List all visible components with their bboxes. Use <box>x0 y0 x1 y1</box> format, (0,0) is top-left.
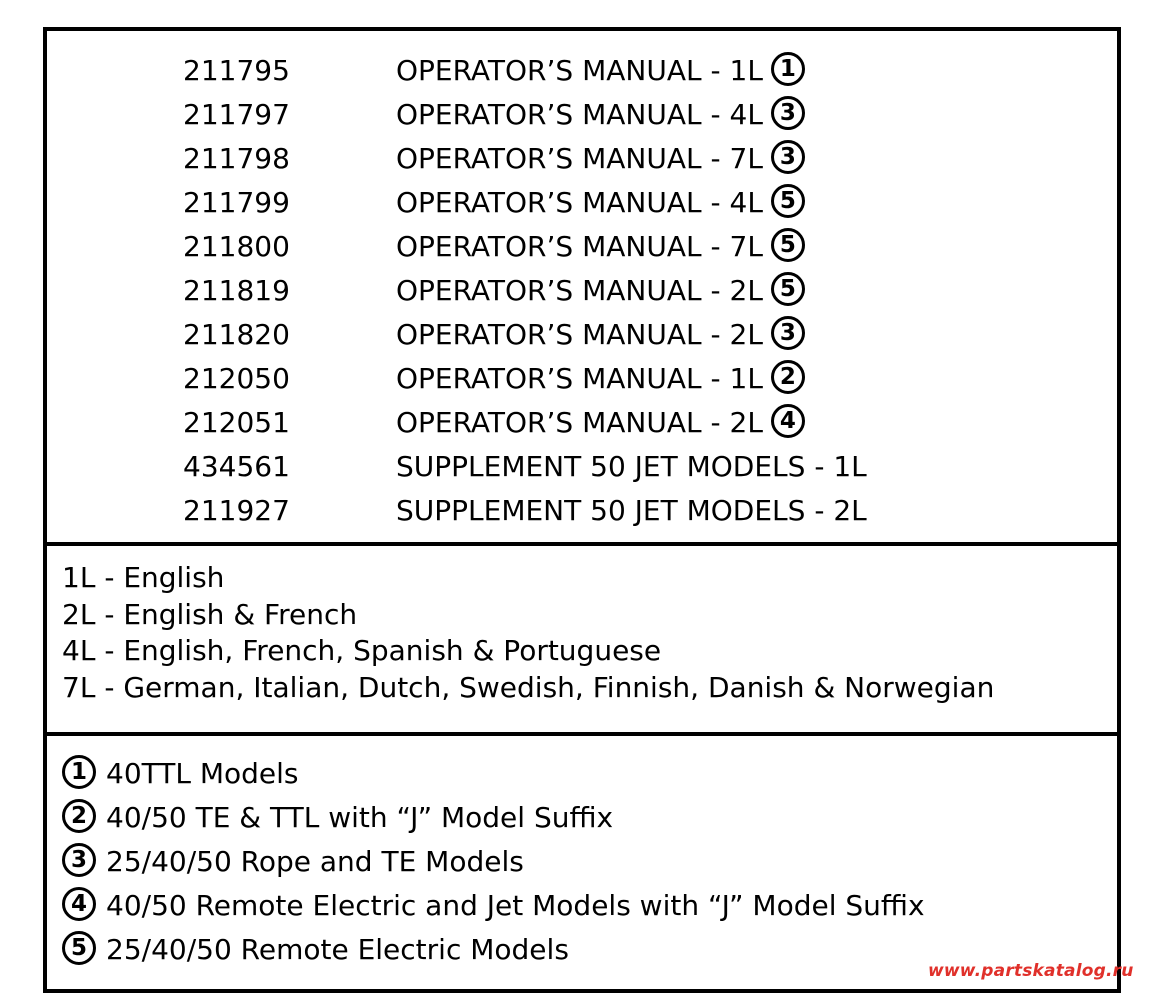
model-text: 25/40/50 Remote Electric Models <box>106 933 569 966</box>
part-description-text: OPERATOR’S MANUAL - 2L <box>396 318 763 351</box>
model-entry <box>62 928 569 972</box>
part-description-text: OPERATOR’S MANUAL - 7L <box>396 142 763 175</box>
circled-number-icon: 4 <box>771 404 805 438</box>
language-legend <box>47 546 1117 732</box>
part-number: 211819 <box>183 274 290 307</box>
part-description <box>396 313 805 357</box>
model-text: 40/50 Remote Electric and Jet Models with “J” Model Suffix <box>106 889 925 922</box>
part-description <box>396 269 805 313</box>
part-description <box>396 137 805 181</box>
document-frame <box>43 27 1121 993</box>
circled-number-icon: 3 <box>62 843 96 877</box>
circled-number-icon: 4 <box>62 887 96 921</box>
part-number: 211795 <box>183 54 290 87</box>
model-entry <box>62 752 299 796</box>
circled-number-icon: 2 <box>62 799 96 833</box>
circled-number-icon: 2 <box>771 360 805 394</box>
part-description-text: OPERATOR’S MANUAL - 4L <box>396 186 763 219</box>
watermark: www.partskatalog.ru <box>928 961 1134 981</box>
model-entry <box>62 884 925 928</box>
part-number: 211927 <box>183 494 290 527</box>
language-entry: 4L - English, French, Spanish & Portuguese <box>62 634 662 667</box>
circled-number-icon: 5 <box>62 931 96 965</box>
language-entry: 2L - English & French <box>62 598 358 631</box>
part-description-text: OPERATOR’S MANUAL - 2L <box>396 274 763 307</box>
part-number: 212051 <box>183 406 290 439</box>
circled-number-icon: 3 <box>771 96 805 130</box>
circled-number-icon: 5 <box>771 184 805 218</box>
part-description <box>396 93 805 137</box>
part-description-text: OPERATOR’S MANUAL - 7L <box>396 230 763 263</box>
part-number: 211800 <box>183 230 290 263</box>
part-description <box>396 357 805 401</box>
circled-number-icon: 5 <box>771 228 805 262</box>
language-entry: 1L - English <box>62 561 225 594</box>
part-description-text: OPERATOR’S MANUAL - 4L <box>396 98 763 131</box>
part-description: SUPPLEMENT 50 JET MODELS - 1L <box>396 450 867 483</box>
model-text: 25/40/50 Rope and TE Models <box>106 845 524 878</box>
part-number: 211799 <box>183 186 290 219</box>
part-number: 211798 <box>183 142 290 175</box>
part-number: 211797 <box>183 98 290 131</box>
circled-number-icon: 1 <box>771 52 805 86</box>
part-description <box>396 49 805 93</box>
part-number: 211820 <box>183 318 290 351</box>
circled-number-icon: 3 <box>771 316 805 350</box>
part-description <box>396 181 805 225</box>
circled-number-icon: 5 <box>771 272 805 306</box>
part-number: 212050 <box>183 362 290 395</box>
model-legend <box>47 736 1117 991</box>
model-text: 40TTL Models <box>106 757 299 790</box>
part-description: SUPPLEMENT 50 JET MODELS - 2L <box>396 494 867 527</box>
model-entry <box>62 840 524 884</box>
part-description-text: OPERATOR’S MANUAL - 1L <box>396 362 763 395</box>
language-entry: 7L - German, Italian, Dutch, Swedish, Finnish, Danish & Norwegian <box>62 671 995 704</box>
model-text: 40/50 TE & TTL with “J” Model Suffix <box>106 801 614 834</box>
part-description <box>396 401 805 445</box>
parts-list <box>47 31 1117 542</box>
circled-number-icon: 1 <box>62 755 96 789</box>
circled-number-icon: 3 <box>771 140 805 174</box>
part-description <box>396 225 805 269</box>
part-description-text: OPERATOR’S MANUAL - 2L <box>396 406 763 439</box>
model-entry <box>62 796 613 840</box>
part-description-text: OPERATOR’S MANUAL - 1L <box>396 54 763 87</box>
part-number: 434561 <box>183 450 290 483</box>
